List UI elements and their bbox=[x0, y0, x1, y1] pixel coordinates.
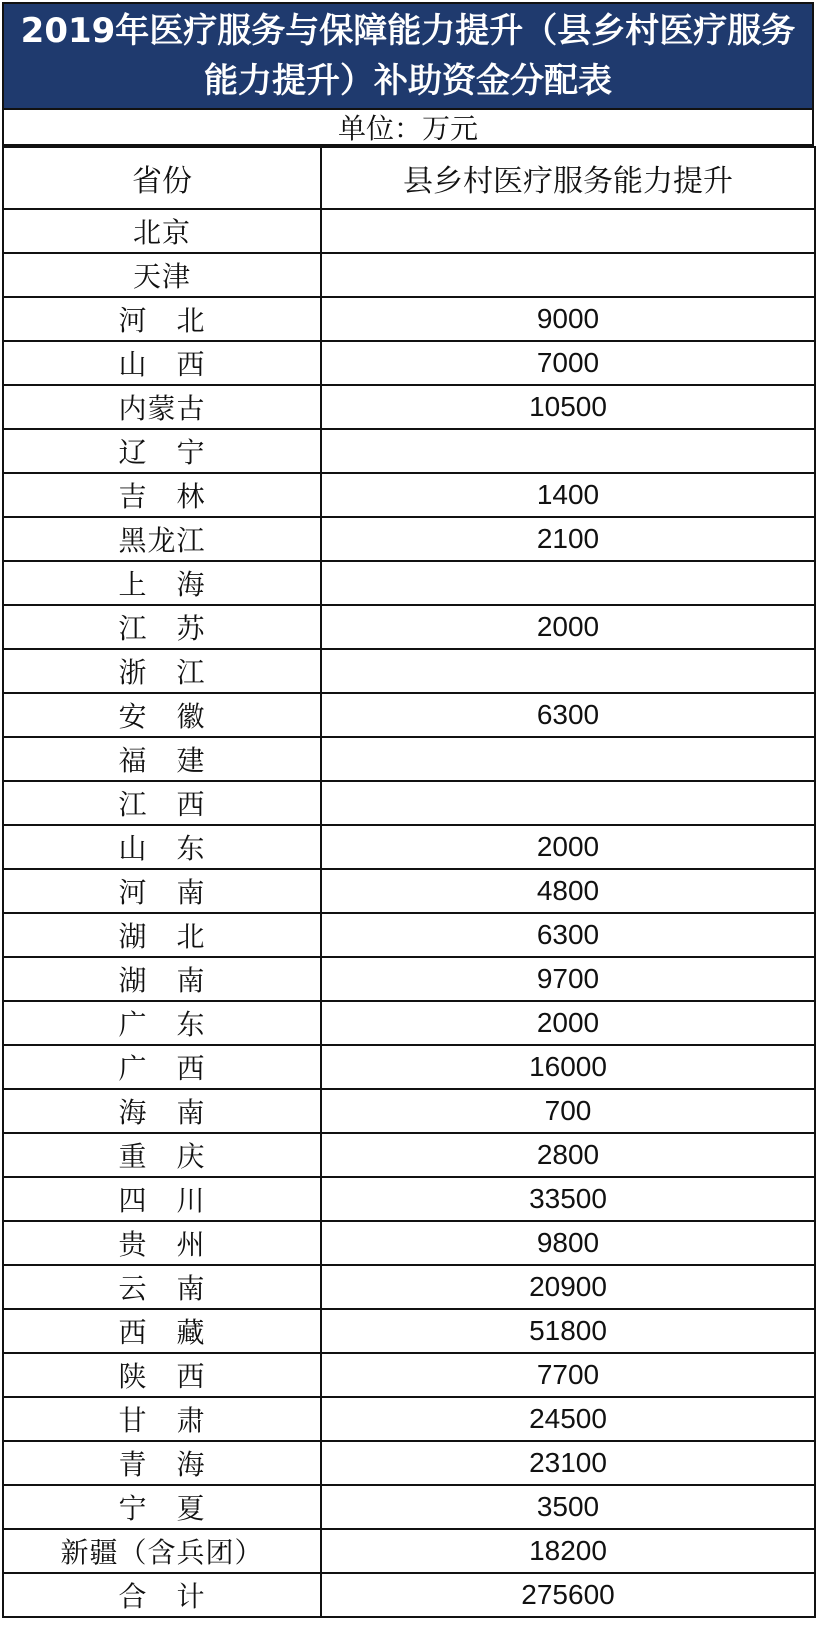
sheet-title: 2019年医疗服务与保障能力提升（县乡村医疗服务能力提升）补助资金分配表 bbox=[2, 2, 814, 110]
table-row bbox=[3, 1133, 815, 1177]
table-row bbox=[3, 1529, 815, 1573]
value-cell: 7700 bbox=[321, 1353, 815, 1397]
table-row bbox=[3, 1485, 815, 1529]
value-cell bbox=[321, 209, 815, 253]
value-cell: 2000 bbox=[321, 825, 815, 869]
province-cell: 安 徽 bbox=[3, 693, 321, 737]
header-province: 省份 bbox=[3, 147, 321, 209]
value-cell: 16000 bbox=[321, 1045, 815, 1089]
value-cell bbox=[321, 429, 815, 473]
table-row bbox=[3, 825, 815, 869]
province-cell: 天津 bbox=[3, 253, 321, 297]
header-row bbox=[3, 147, 815, 209]
value-cell: 2000 bbox=[321, 1001, 815, 1045]
value-cell: 33500 bbox=[321, 1177, 815, 1221]
value-cell: 18200 bbox=[321, 1529, 815, 1573]
table-body bbox=[3, 209, 815, 1573]
value-cell bbox=[321, 561, 815, 605]
table-row bbox=[3, 1089, 815, 1133]
table-row bbox=[3, 605, 815, 649]
province-cell: 湖 南 bbox=[3, 957, 321, 1001]
table-row bbox=[3, 693, 815, 737]
value-cell: 9000 bbox=[321, 297, 815, 341]
province-cell: 海 南 bbox=[3, 1089, 321, 1133]
province-cell: 辽 宁 bbox=[3, 429, 321, 473]
province-cell: 云 南 bbox=[3, 1265, 321, 1309]
province-cell: 宁 夏 bbox=[3, 1485, 321, 1529]
province-cell: 四 川 bbox=[3, 1177, 321, 1221]
total-label: 合 计 bbox=[3, 1573, 321, 1617]
table-row bbox=[3, 253, 815, 297]
table-row bbox=[3, 1177, 815, 1221]
value-cell: 2000 bbox=[321, 605, 815, 649]
value-cell: 2100 bbox=[321, 517, 815, 561]
province-cell: 湖 北 bbox=[3, 913, 321, 957]
value-cell: 6300 bbox=[321, 913, 815, 957]
value-cell: 4800 bbox=[321, 869, 815, 913]
value-cell bbox=[321, 737, 815, 781]
table-row bbox=[3, 1045, 815, 1089]
province-cell: 广 东 bbox=[3, 1001, 321, 1045]
value-cell: 9800 bbox=[321, 1221, 815, 1265]
table-row bbox=[3, 1441, 815, 1485]
province-cell: 陕 西 bbox=[3, 1353, 321, 1397]
province-cell: 贵 州 bbox=[3, 1221, 321, 1265]
province-cell: 江 西 bbox=[3, 781, 321, 825]
table-row bbox=[3, 1001, 815, 1045]
table-row bbox=[3, 1353, 815, 1397]
province-cell: 上 海 bbox=[3, 561, 321, 605]
table-row bbox=[3, 957, 815, 1001]
province-cell: 河 南 bbox=[3, 869, 321, 913]
table-row bbox=[3, 341, 815, 385]
table-row bbox=[3, 297, 815, 341]
province-cell: 甘 肃 bbox=[3, 1397, 321, 1441]
value-cell: 7000 bbox=[321, 341, 815, 385]
table-row bbox=[3, 209, 815, 253]
value-cell: 9700 bbox=[321, 957, 815, 1001]
value-cell bbox=[321, 253, 815, 297]
total-row bbox=[3, 1573, 815, 1617]
total-value: 275600 bbox=[321, 1573, 815, 1617]
unit-label: 单位：万元 bbox=[2, 110, 814, 146]
table-row bbox=[3, 781, 815, 825]
table-row bbox=[3, 429, 815, 473]
value-cell bbox=[321, 781, 815, 825]
value-cell: 10500 bbox=[321, 385, 815, 429]
table-row bbox=[3, 869, 815, 913]
value-cell: 1400 bbox=[321, 473, 815, 517]
value-cell: 2800 bbox=[321, 1133, 815, 1177]
table-row bbox=[3, 737, 815, 781]
province-cell: 青 海 bbox=[3, 1441, 321, 1485]
province-cell: 北京 bbox=[3, 209, 321, 253]
value-cell: 700 bbox=[321, 1089, 815, 1133]
value-cell bbox=[321, 649, 815, 693]
province-cell: 福 建 bbox=[3, 737, 321, 781]
province-cell: 山 东 bbox=[3, 825, 321, 869]
table-row bbox=[3, 561, 815, 605]
allocation-table bbox=[2, 146, 816, 1618]
value-cell: 3500 bbox=[321, 1485, 815, 1529]
province-cell: 河 北 bbox=[3, 297, 321, 341]
value-cell: 20900 bbox=[321, 1265, 815, 1309]
table-row bbox=[3, 385, 815, 429]
header-value: 县乡村医疗服务能力提升 bbox=[321, 147, 815, 209]
table-row bbox=[3, 1221, 815, 1265]
table-row bbox=[3, 1309, 815, 1353]
province-cell: 西 藏 bbox=[3, 1309, 321, 1353]
table-row bbox=[3, 517, 815, 561]
province-cell: 重 庆 bbox=[3, 1133, 321, 1177]
table-row bbox=[3, 473, 815, 517]
province-cell: 江 苏 bbox=[3, 605, 321, 649]
table-row bbox=[3, 913, 815, 957]
table-row bbox=[3, 1397, 815, 1441]
province-cell: 内蒙古 bbox=[3, 385, 321, 429]
allocation-sheet bbox=[2, 2, 814, 1647]
province-cell: 浙 江 bbox=[3, 649, 321, 693]
value-cell: 51800 bbox=[321, 1309, 815, 1353]
province-cell: 山 西 bbox=[3, 341, 321, 385]
province-cell: 新疆（含兵团） bbox=[3, 1529, 321, 1573]
table-row bbox=[3, 649, 815, 693]
value-cell: 6300 bbox=[321, 693, 815, 737]
province-cell: 黑龙江 bbox=[3, 517, 321, 561]
value-cell: 23100 bbox=[321, 1441, 815, 1485]
province-cell: 广 西 bbox=[3, 1045, 321, 1089]
table-row bbox=[3, 1265, 815, 1309]
value-cell: 24500 bbox=[321, 1397, 815, 1441]
province-cell: 吉 林 bbox=[3, 473, 321, 517]
